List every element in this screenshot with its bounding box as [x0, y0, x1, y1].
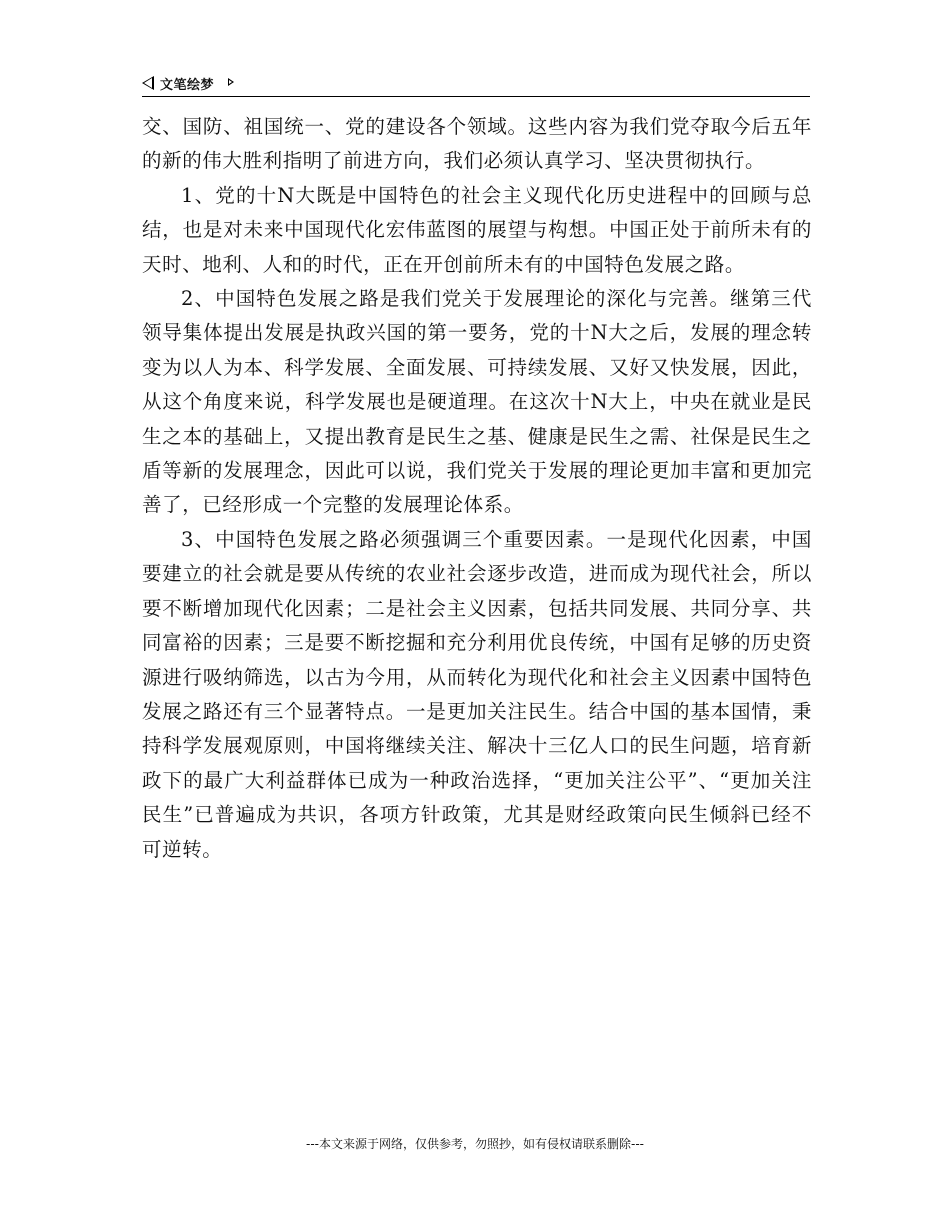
paragraph-2: 2、中国特色发展之路是我们党关于发展理论的深化与完善。继第三代领导集体提出发展是执政兴国的第一要务，党的十N大之后，发展的理念转变为以人为本、科学发展、全面发展、可持续发展、又好又快发展，因此，从这个角度来说，科学发展也是硬道理。在这次十N大上，中央在就业是民生之本的基础上，又提出教育是民生之基、健康是民生之需、社保是民生之盾等新的发展理念，因此可以说，我们党关于发展的理论更加丰富和更加完善了，已经形成一个完整的发展理论体系。 — [142, 287, 812, 517]
triangle-right-icon — [228, 78, 234, 86]
paragraph-continuation: 交、国防、祖国统一、党的建设各个领域。这些内容为我们党夺取今后五年的新的伟大胜利指明了前进方向，我们必须认真学习、坚决贯彻执行。 — [142, 115, 812, 173]
paragraph-1: 1、党的十N大既是中国特色的社会主义现代化历史进程中的回顾与总结，也是对未来中国现代化宏伟蓝图的展望与构想。中国正处于前所未有的天时、地利、人和的时代，正在开创前所未有的中国特色发展之路。 — [142, 183, 812, 276]
document-body — [142, 110, 812, 867]
triangle-left-icon — [142, 76, 154, 90]
page-footer: ---本文来源于网络，仅供参考，勿照抄，如有侵权请联系删除--- — [306, 1137, 644, 1151]
page-header — [142, 72, 810, 97]
header-brand: 文笔绘梦 — [160, 78, 215, 93]
paragraph-3: 3、中国特色发展之路必须强调三个重要因素。一是现代化因素，中国要建立的社会就是要从传统的农业社会逐步改造，进而成为现代社会，所以要不断增加现代化因素；二是社会主义因素，包括共同发展、共同分享、共同富裕的因素；三是要不断挖掘和充分利用优良传统，中国有足够的历史资源进行吸纳筛选，以古为今用，从而转化为现代化和社会主义因素中国特色发展之路还有三个显著特点。一是更加关注民生。结合中国的基本国情，秉持科学发展观原则，中国将继续关注、解决十三亿人口的民生问题，培育新政下的最广大利益群体已成为一种政治选择，“更加关注公平”、“更加关注民生”已普遍成为共识，各项方针政策，尤其是财经政策向民生倾斜已经不可逆转。 — [142, 527, 812, 861]
